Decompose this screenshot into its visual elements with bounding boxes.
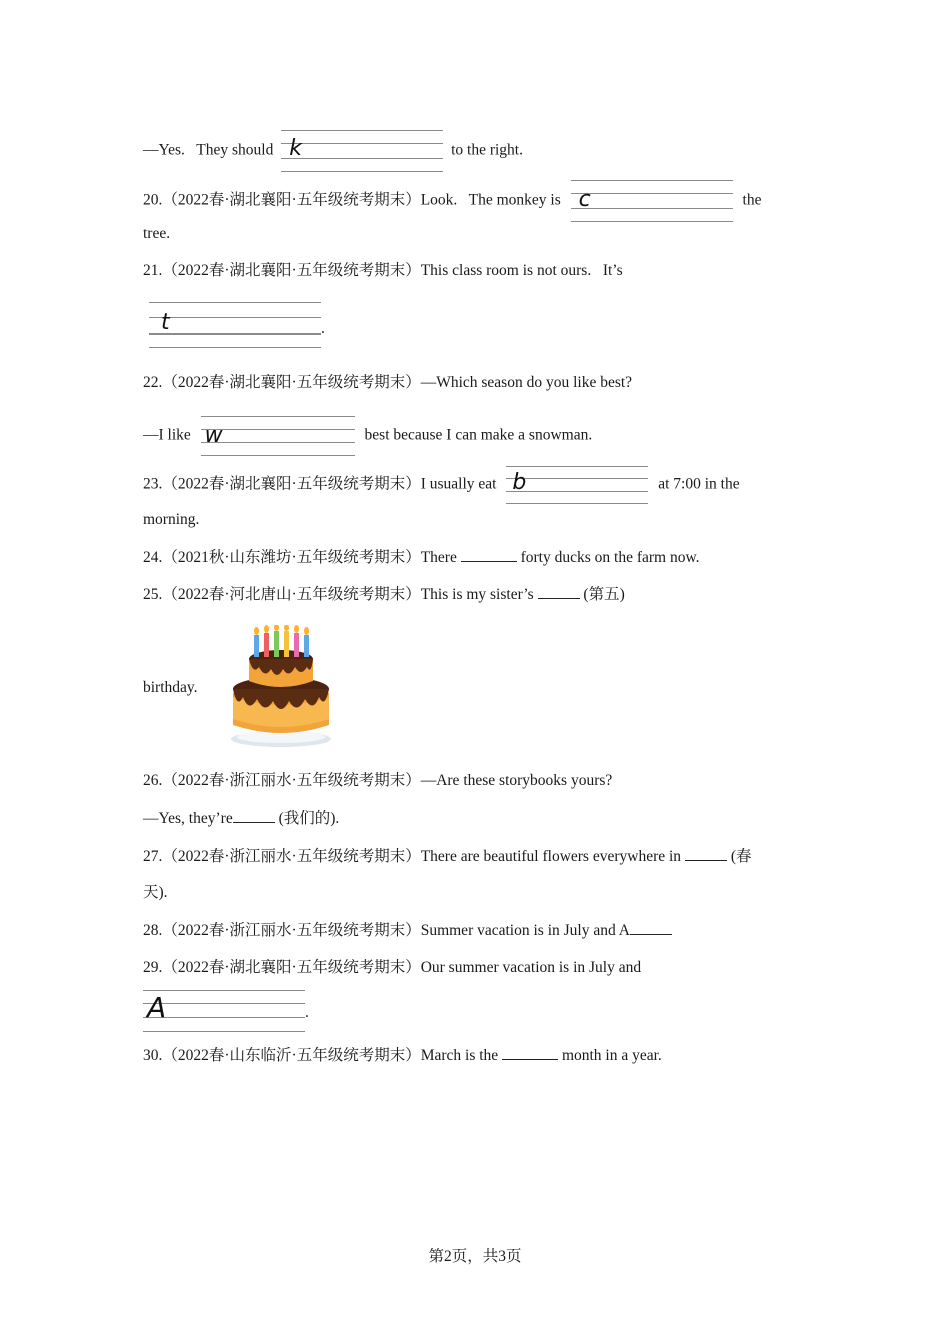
page-footer: 第2页，共3页 bbox=[428, 1248, 522, 1265]
q20-line bbox=[143, 180, 761, 222]
q22-text: —Which season do you like best? bbox=[420, 374, 633, 391]
hw-letter: A bbox=[147, 991, 167, 1024]
q30-text: March is the bbox=[420, 1047, 499, 1064]
q30-line bbox=[143, 1045, 662, 1066]
question-number: 22. bbox=[143, 374, 163, 391]
answer-blank[interactable] bbox=[461, 547, 517, 562]
hw-letter: c bbox=[578, 187, 591, 212]
q26-line bbox=[143, 771, 612, 791]
q30-post: month in a year. bbox=[561, 1047, 662, 1064]
q21-post: . bbox=[321, 319, 325, 337]
birthday-cake-image bbox=[227, 625, 335, 751]
q20-text: Look. The monkey is bbox=[420, 191, 561, 209]
question-number: 23. bbox=[143, 475, 163, 493]
q21-answer-line bbox=[143, 302, 325, 348]
hw-letter: w bbox=[204, 423, 223, 448]
q25-post: (第五) bbox=[583, 586, 625, 603]
question-source: （2022春·河北唐山·五年级统考期末） bbox=[162, 586, 421, 603]
answer-blank[interactable] bbox=[685, 846, 727, 861]
q22-post: best because I can make a snowman. bbox=[364, 426, 593, 444]
q21-line bbox=[143, 261, 623, 281]
q29-answer-line bbox=[143, 990, 309, 1032]
q29-text: Our summer vacation is in July and bbox=[420, 959, 642, 976]
q20-cont: tree. bbox=[143, 225, 171, 242]
q24-text: There bbox=[420, 549, 457, 566]
handwriting-box[interactable] bbox=[149, 302, 321, 348]
q25-line bbox=[143, 584, 625, 605]
question-source: （2022春·浙江丽水·五年级统考期末） bbox=[162, 848, 421, 865]
q29-line bbox=[143, 958, 641, 978]
handwriting-box[interactable] bbox=[506, 466, 648, 504]
q22-line bbox=[143, 373, 632, 393]
q26-post: (我们的). bbox=[278, 810, 340, 827]
q23-post: at 7:00 in the bbox=[658, 475, 740, 493]
q29-post: . bbox=[305, 1003, 309, 1021]
question-number: 21. bbox=[143, 262, 163, 279]
answer-blank[interactable] bbox=[630, 920, 672, 935]
question-source: （2022春·山东临沂·五年级统考期末） bbox=[162, 1047, 421, 1064]
q25-text: This is my sister’s bbox=[420, 586, 534, 603]
q23-line bbox=[143, 466, 740, 504]
hw-letter: k bbox=[289, 136, 302, 161]
question-number: 30. bbox=[143, 1047, 163, 1064]
q20-post: the bbox=[742, 191, 762, 209]
q23-cont: morning. bbox=[143, 511, 200, 528]
answer-blank[interactable] bbox=[502, 1045, 558, 1060]
q26-line2 bbox=[143, 808, 339, 829]
q22-line2 bbox=[143, 416, 592, 456]
question-source: （2022春·湖北襄阳·五年级统考期末） bbox=[162, 191, 421, 209]
handwriting-box[interactable] bbox=[143, 990, 305, 1032]
q26-pre: —Yes, they’re bbox=[143, 810, 233, 827]
q24-line bbox=[143, 547, 700, 568]
q19-post: to the right. bbox=[451, 141, 523, 159]
q22-pre: —I like bbox=[143, 426, 191, 444]
q19-line bbox=[143, 130, 523, 172]
q27-text: There are beautiful flowers everywhere in bbox=[420, 848, 682, 865]
hw-letter: b bbox=[512, 470, 527, 495]
question-source: （2022春·浙江丽水·五年级统考期末） bbox=[162, 922, 421, 939]
question-source: （2022春·湖北襄阳·五年级统考期末） bbox=[162, 374, 421, 391]
question-source: （2022春·湖北襄阳·五年级统考期末） bbox=[162, 475, 421, 493]
question-number: 25. bbox=[143, 586, 163, 603]
question-source: （2022春·湖北襄阳·五年级统考期末） bbox=[162, 262, 421, 279]
question-number: 27. bbox=[143, 848, 163, 865]
q28-line bbox=[143, 920, 672, 941]
q27-post: (春 bbox=[730, 848, 752, 865]
question-source: （2022春·湖北襄阳·五年级统考期末） bbox=[162, 959, 421, 976]
answer-blank[interactable] bbox=[538, 584, 580, 599]
handwriting-box[interactable] bbox=[281, 130, 443, 172]
question-source: （2022春·浙江丽水·五年级统考期末） bbox=[162, 772, 421, 789]
question-source: （2021秋·山东潍坊·五年级统考期末） bbox=[162, 549, 421, 566]
question-number: 26. bbox=[143, 772, 163, 789]
q25-cont: birthday. bbox=[143, 679, 198, 696]
q21-text: This class room is not ours. It’s bbox=[420, 262, 623, 279]
question-number: 29. bbox=[143, 959, 163, 976]
q24-post: forty ducks on the farm now. bbox=[520, 549, 700, 566]
q27-line bbox=[143, 846, 751, 867]
answer-blank[interactable] bbox=[233, 808, 275, 823]
question-number: 20. bbox=[143, 191, 163, 209]
q27-cont: 天). bbox=[143, 884, 168, 901]
q19-pre: —Yes. They should bbox=[143, 141, 274, 159]
q28-text: Summer vacation is in July and A bbox=[420, 922, 630, 939]
question-number: 28. bbox=[143, 922, 163, 939]
question-number: 24. bbox=[143, 549, 163, 566]
handwriting-box[interactable] bbox=[201, 416, 355, 456]
handwriting-box[interactable] bbox=[571, 180, 733, 222]
hw-letter: t bbox=[161, 310, 170, 335]
q26-text: —Are these storybooks yours? bbox=[420, 772, 613, 789]
q23-text: I usually eat bbox=[420, 475, 497, 493]
